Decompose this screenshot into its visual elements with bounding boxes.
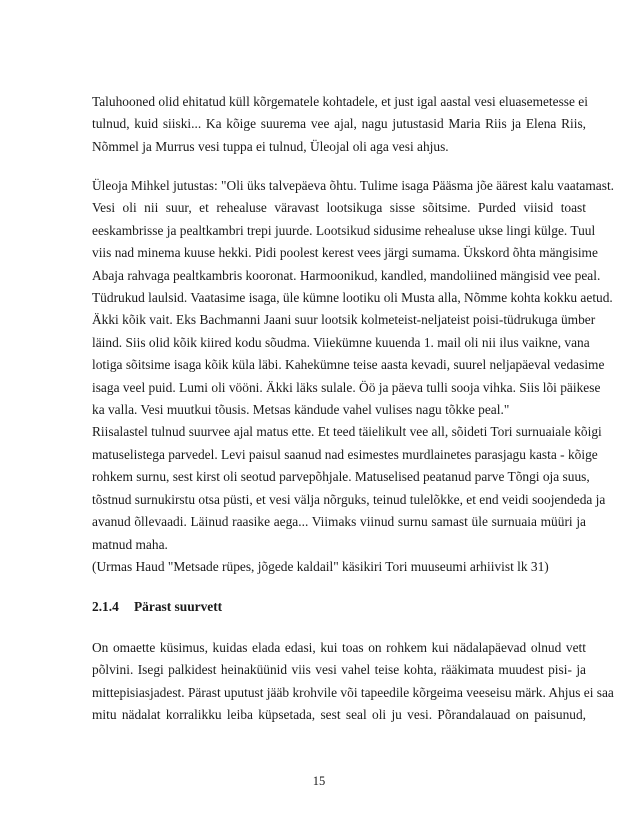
text-line: matuselistega parvedel. Levi paisul saanud nad esimestes murdlainetes parasjagu kasta - kõige <box>92 446 598 462</box>
page-number: 15 <box>312 774 326 788</box>
text-line: matnud maha. <box>92 536 168 552</box>
text-line: Abaja rahvaga pealtkambris kooronat. Harmoonikud, kandled, mandoliined mängisid vee peal. <box>92 267 601 283</box>
text-line: mittepisiasjadest. Pärast uputust jääb krohvile või tapeedile kõrgeima veeseisu märk. Ahjus ei saa <box>92 684 614 700</box>
text-line: Riisalastel tulnud suurvee ajal matus ette. Et teed täielikult vee all, sõideti Tori surnuaiale kõigi <box>92 424 602 440</box>
paragraph-quote <box>92 175 615 578</box>
text-line: Üleoja Mihkel jutustas: "Oli üks talvepäeva õhtu. Tulime isaga Pääsma jõe äärest kalu vaatamast. <box>92 178 615 193</box>
text-line: lotiga sõitsime isaga kõik küla läbi. Kahekümne teise aasta kevadi, suurel neljapäeval vedasime <box>92 357 605 373</box>
text-line: läind. Siis olid kõik kiired kodu sõudma. Viiekümne kuuenda 1. mail oli nii ilus vaikne, vana <box>92 334 590 350</box>
text-line: tulnud, kuid siiski... Ka kõige suurema vee ajal, nagu jutustasid Maria Riis ja Elena Riis, <box>92 116 586 132</box>
text-line: viis nad minema kuuse hekki. Pidi poolest kerest vees järgi sumama. Ükskord õhta mängisime <box>92 245 598 261</box>
text-line: ka valla. Vesi muutkui tõusis. Metsas kändude vahel vulises nagu tõkke peal." <box>92 402 510 418</box>
source-citation: (Urmas Haud "Metsade rüpes, jõgede kaldail" käsikiri Tori muuseumi arhiivist lk 31) <box>92 558 549 574</box>
text-line: rohkem surnu, sest kirst oli seotud parvepõhjale. Matuselised peatanud parve Tõngi oja suus, <box>92 469 590 485</box>
section-title: Pärast suurvett <box>134 599 223 614</box>
text-line: eeskambrisse ja pealtkambri trepi juurde. Lootsikud sidusime rehealuse ukse lingi külge. Tuul <box>92 222 596 238</box>
text-line: Vesi oli nii suur, et rehealuse väravast lootsikuga sisse sõitsime. Purded viisid toast <box>92 200 586 216</box>
text-line: Äkki kõik vait. Eks Bachmanni Jaani suur lootsik kolmeteist-neljateist poisi-tüdrukuga ümber <box>92 312 596 328</box>
text-line: On omaette küsimus, kuidas elada edasi, kui toas on rohkem kui nädalapäevad olnud vett <box>92 640 586 655</box>
text-line: põlvini. Isegi palkidest heinaküünid viis vesi vahel teise kohta, rääkimata muudest pisi- ja <box>92 662 586 678</box>
paragraph-after-flood <box>92 637 614 727</box>
text-line: mitu nädalat korralikku leiba küpsetada, sest seal oli ju vesi. Põrandalauad on paisunud, <box>92 707 586 723</box>
text-line: Taluhooned olid ehitatud küll kõrgematele kohtadele, et just igal aastal vesi eluasemetesse ei <box>92 94 588 109</box>
section-number: 2.1.4 <box>92 599 119 614</box>
text-line: Nõmmel ja Murrus vesi tuppa ei tulnud, Üleojal oli aga vesi ahjus. <box>92 138 449 154</box>
text-line: isaga veel puid. Lumi oli vööni. Äkki läks sulale. Öö ja päeva tulli sooja vihka. Siis lõi päikese <box>92 379 601 395</box>
paragraph-farm-buildings <box>92 91 586 158</box>
text-line: tõstnud surnukirstu otsa püsti, et vesi välja nõrguks, teinud tulelõkke, et end veidi soojendeda ja <box>92 491 606 507</box>
section-heading <box>92 596 222 618</box>
text-line: avanud õllevaadi. Läinud raasike aega... Viimaks viinud surnu samast üle surnuaia müüri ja <box>92 514 586 530</box>
text-line: Tüdrukud laulsid. Vaatasime isaga, üle kümne lootiku oli Musta alla, Nõmme kohta kokku aetud. <box>92 290 613 306</box>
